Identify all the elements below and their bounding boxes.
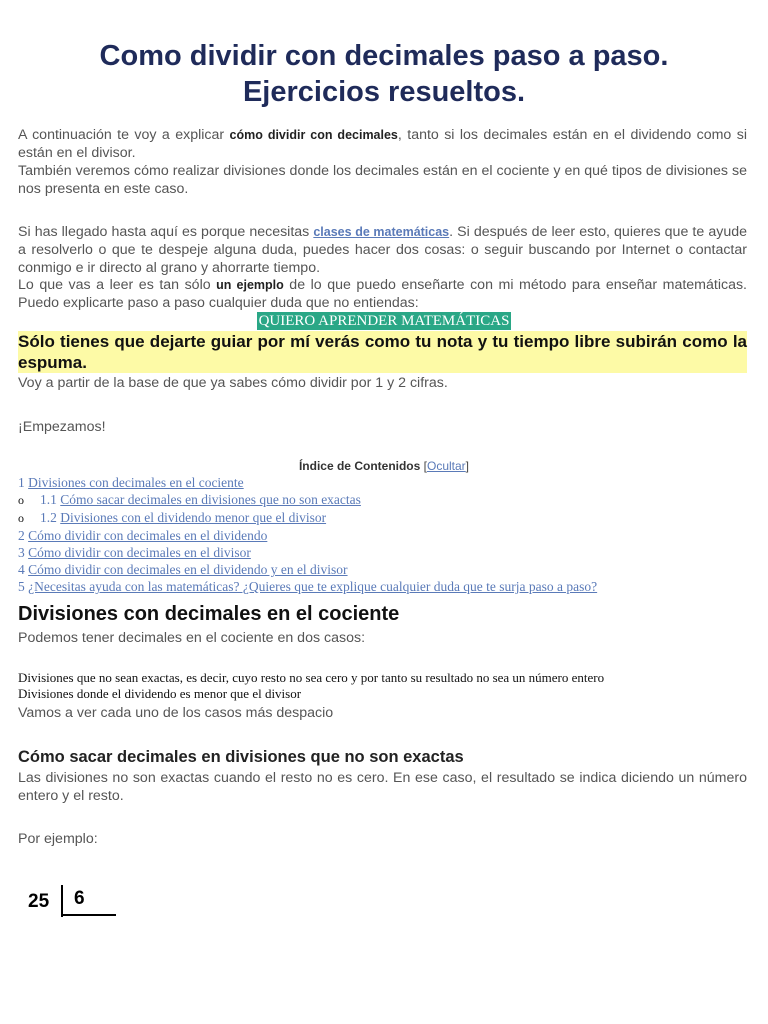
toc-item-5[interactable] bbox=[18, 578, 758, 595]
toc-item-link[interactable]: ¿Necesitas ayuda con las matemáticas? ¿Quieres que te explique cualquier duda que te surja paso a paso? bbox=[28, 579, 598, 594]
cta-wrapper bbox=[0, 312, 768, 330]
toc-item-link[interactable]: Divisiones con el dividendo menor que el divisor bbox=[60, 510, 327, 525]
start-paragraph: ¡Empezamos! bbox=[18, 419, 106, 435]
p3-text-cont: . Si después de leer esto, quieres que te ayude a resolverlo o que te despeje alguna duda, puedes hacer dos cosas: o seguir buscando por Internet o contactar conmigo e ir directo al grano y ahorrarte tiempo. bbox=[18, 224, 747, 276]
section-heading-cociente: Divisiones con decimales en el cociente bbox=[18, 603, 400, 625]
division-diagram bbox=[28, 883, 128, 919]
toc-item-number: 1 bbox=[18, 475, 25, 490]
page-title-line-2: Ejercicios resueltos. bbox=[242, 76, 526, 108]
section11-text: Las divisiones no son exactas cuando el resto no es cero. En ese caso, el resultado se indica diciendo un número entero y el resto. bbox=[18, 770, 747, 804]
intro-paragraph-1 bbox=[18, 126, 747, 162]
toc-item-number: 1.1 bbox=[40, 492, 57, 507]
section-heading-no-exactas: Cómo sacar decimales en divisiones que no son exactas bbox=[18, 748, 464, 766]
base-paragraph: Voy a partir de la base de que ya sabes cómo dividir por 1 y 2 cifras. bbox=[18, 375, 448, 391]
toc-item-number: 4 bbox=[18, 562, 25, 577]
divisor-value: 6 bbox=[74, 888, 85, 909]
toc-item-3[interactable] bbox=[18, 544, 758, 561]
learn-math-button[interactable]: QUIERO APRENDER MATEMÁTICAS bbox=[258, 313, 510, 329]
toc-item-2[interactable] bbox=[18, 527, 758, 544]
intro-paragraph-4 bbox=[18, 276, 747, 312]
toc-item-link[interactable]: Divisiones con decimales en el cociente bbox=[28, 475, 244, 490]
p3-text: Si has llegado hasta aquí es porque necesitas bbox=[18, 224, 314, 240]
dividend-value: 25 bbox=[28, 891, 50, 912]
toc-item-1-1[interactable] bbox=[18, 491, 758, 509]
toc-item-link[interactable]: Cómo dividir con decimales en el dividendo y en el divisor bbox=[28, 562, 348, 577]
intro-text-cont: , tanto si los decimales están en el dividendo como si están en el divisor. bbox=[18, 127, 747, 161]
toc-item-link[interactable]: Cómo sacar decimales en divisiones que no son exactas bbox=[60, 492, 361, 507]
math-classes-link[interactable]: clases de matemáticas bbox=[313, 225, 450, 239]
intro-text: A continuación te voy a explicar bbox=[18, 127, 230, 143]
toc-item-number: 2 bbox=[18, 528, 25, 543]
toc-item-4[interactable] bbox=[18, 561, 758, 578]
section1-intro: Podemos tener decimales en el cociente en dos casos: bbox=[18, 630, 366, 646]
highlight-statement: Sólo tienes que dejarte guiar por mí verás como tu nota y tu tiempo libre subirán como la espuma. bbox=[18, 332, 747, 372]
toc-title: Índice de Contenidos bbox=[298, 459, 421, 473]
toc-header: Índice de Contenidos [Ocultar] bbox=[298, 459, 470, 473]
toc-item-number: 3 bbox=[18, 545, 25, 560]
intro-bold-text: cómo dividir con decimales bbox=[229, 128, 398, 142]
p4-bold-text: un ejemplo bbox=[216, 278, 284, 292]
intro-paragraph-3 bbox=[18, 223, 747, 277]
intro-paragraph-2: También veremos cómo realizar divisiones donde los decimales están en el cociente y en qué tipos de divisiones se nos presenta en este caso. bbox=[18, 163, 747, 197]
case-item-2: Divisiones donde el dividendo es menor que el divisor bbox=[18, 686, 302, 701]
section1-outro: Vamos a ver cada uno de los casos más despacio bbox=[18, 705, 334, 721]
case-item-1: Divisiones que no sean exactas, es decir, cuyo resto no sea cero y por tanto su resultado no sea un número entero bbox=[18, 670, 605, 685]
toc-item-number: 1.2 bbox=[40, 510, 57, 525]
toc-item-link[interactable]: Cómo dividir con decimales en el dividendo bbox=[28, 528, 268, 543]
toc-item-number: 5 bbox=[18, 579, 25, 594]
toc-item-1-2[interactable] bbox=[18, 509, 758, 527]
toc-hide-link[interactable]: Ocultar bbox=[426, 459, 466, 473]
table-of-contents bbox=[18, 474, 758, 595]
page-title bbox=[0, 38, 768, 110]
division-bracket-horizontal bbox=[61, 914, 116, 916]
toc-item-1[interactable] bbox=[18, 474, 758, 491]
toc-bullet: o bbox=[18, 511, 24, 525]
p4-text: Lo que vas a leer es tan sólo bbox=[18, 277, 217, 293]
page-title-line-1: Como dividir con decimales paso a paso. bbox=[99, 40, 669, 72]
division-bracket-vertical bbox=[61, 885, 63, 917]
toc-item-link[interactable]: Cómo dividir con decimales en el divisor bbox=[28, 545, 251, 560]
example-label: Por ejemplo: bbox=[18, 831, 98, 847]
p4-text-cont: de lo que puedo enseñarte con mi método para enseñar matemáticas. Puedo explicarte paso a paso cualquier duda que no entiendas: bbox=[18, 277, 747, 311]
toc-bullet: o bbox=[18, 493, 24, 507]
